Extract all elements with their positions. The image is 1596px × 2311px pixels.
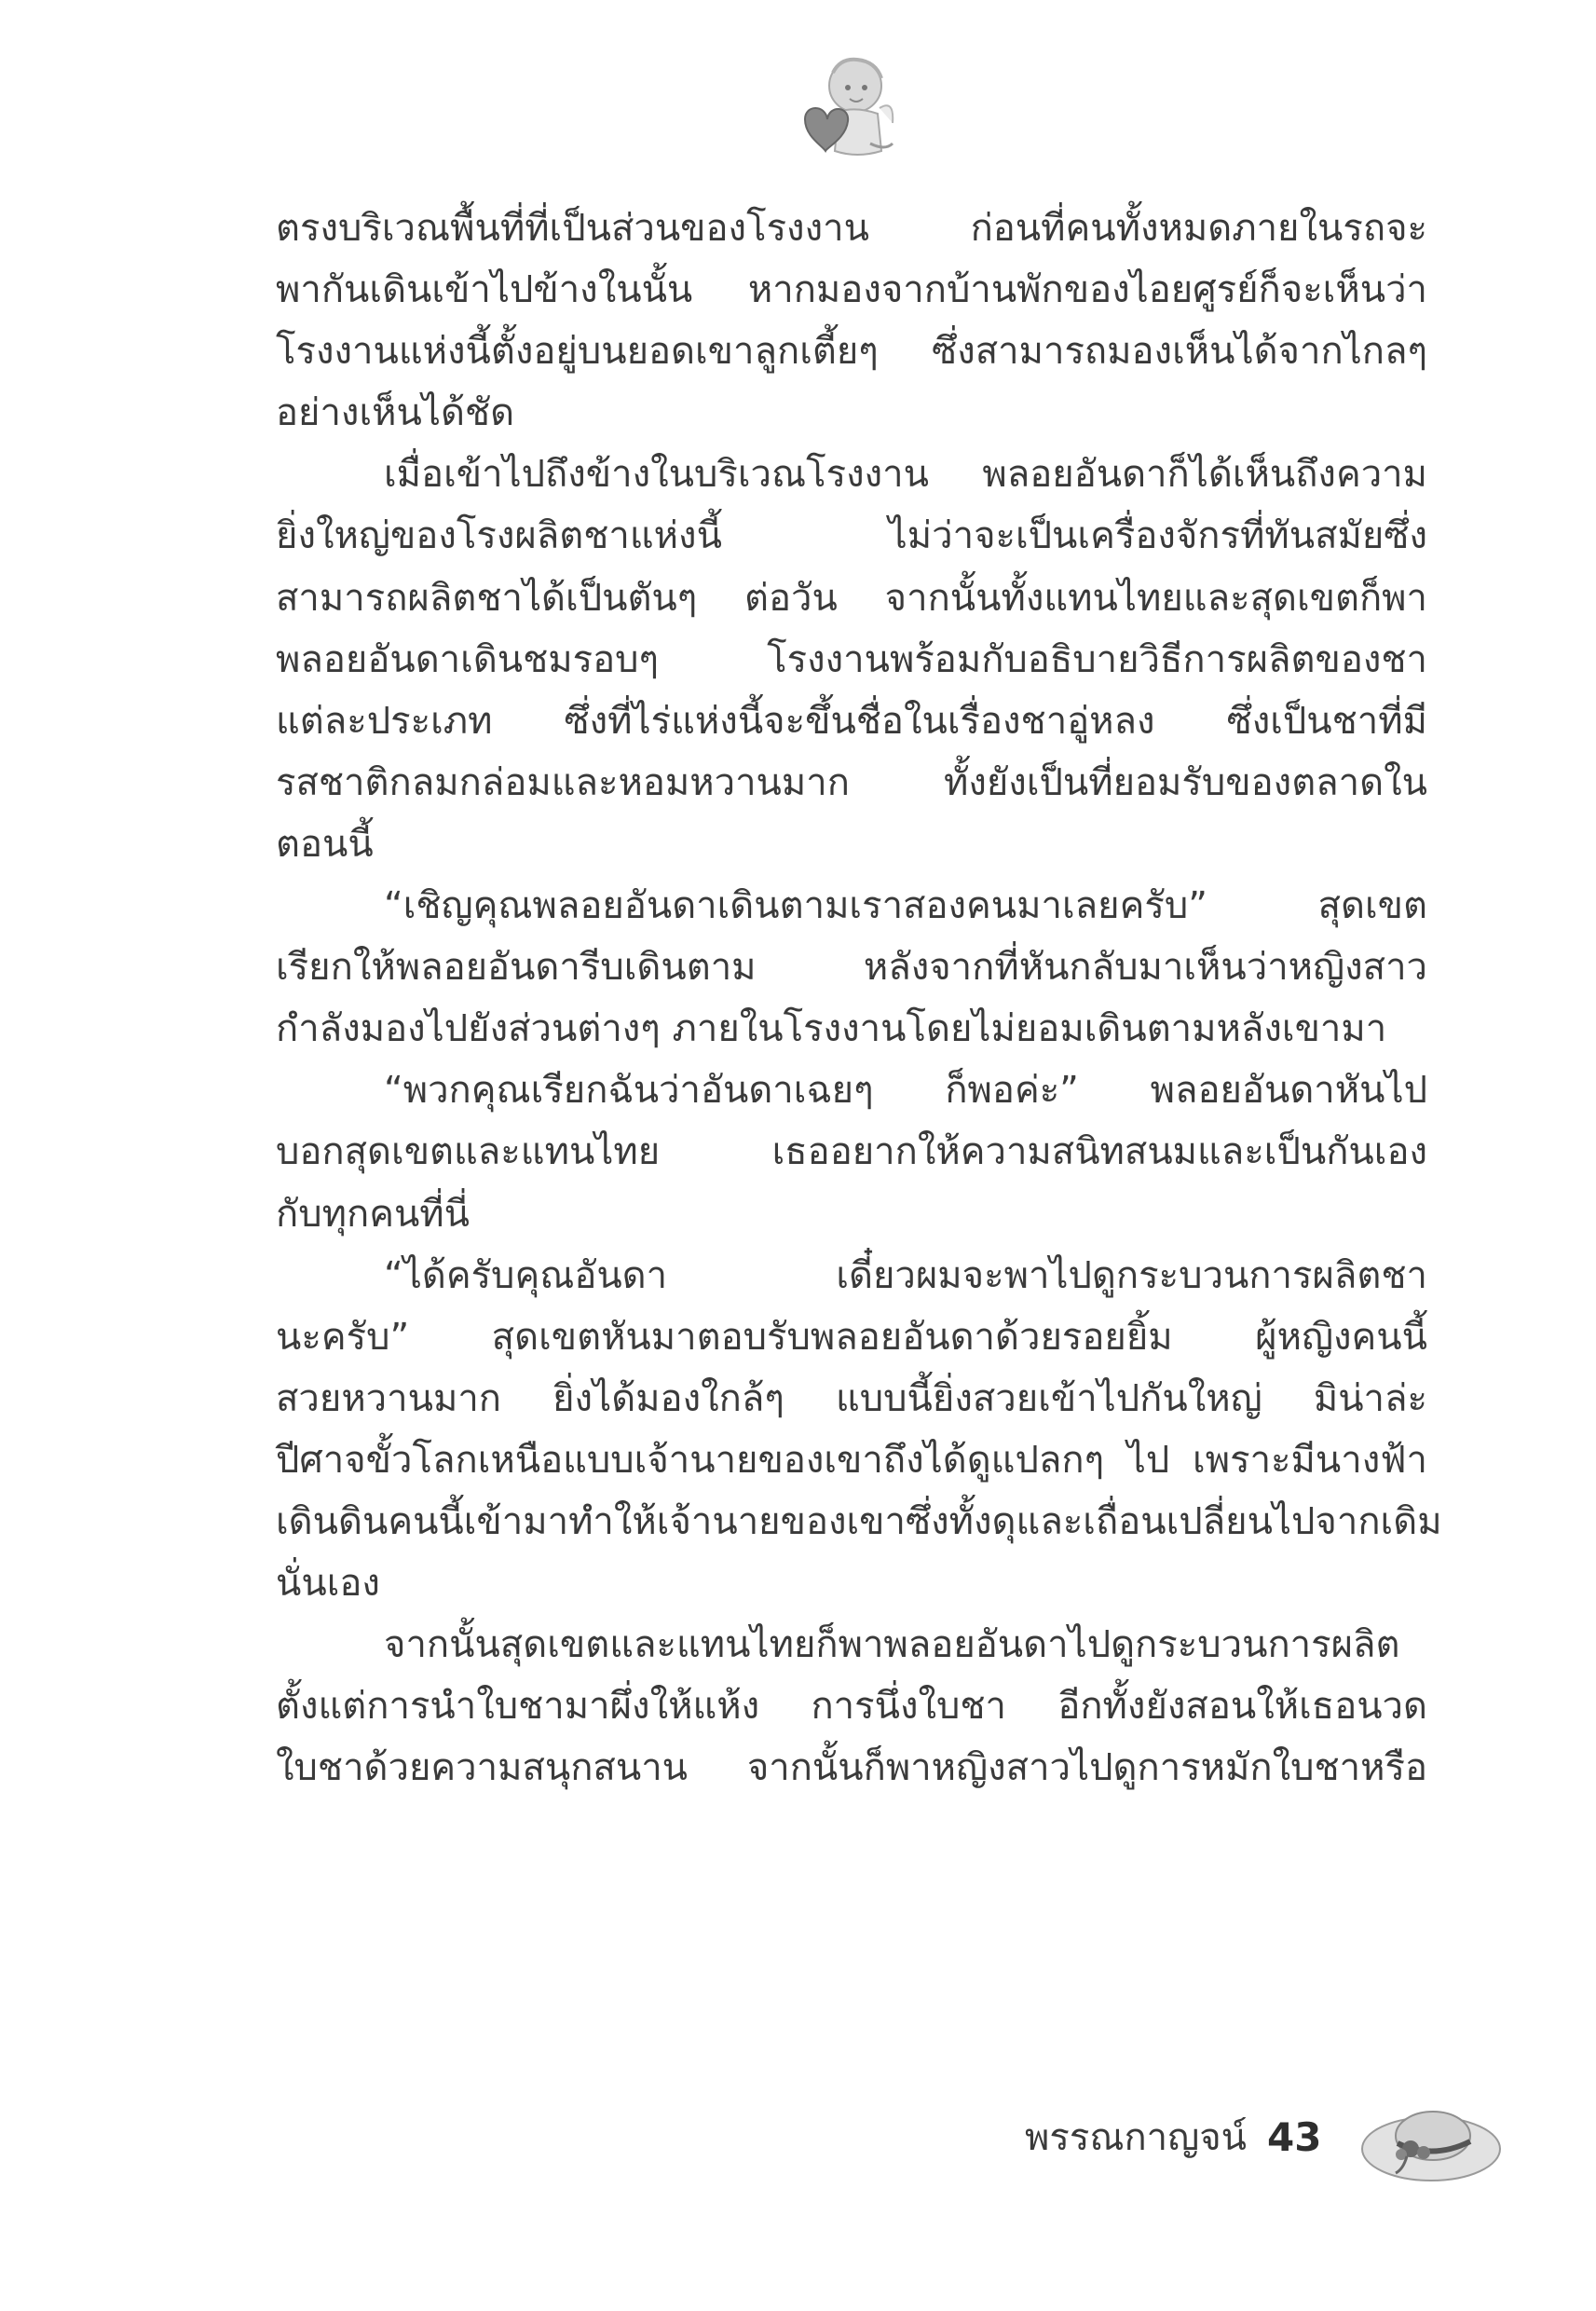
- text-line: นั่นเอง: [276, 1562, 380, 1606]
- text-line: ใบชาด้วยความสนุกสนาน จากนั้นก็พาหญิงสาวไปดูการหมักใบชาหรือ: [276, 1746, 1427, 1790]
- hat-icon: [1355, 2087, 1504, 2190]
- text-line: เมื่อเข้าไปถึงข้างในบริเวณโรงงาน พลอยอันดาก็ได้เห็นถึงความ: [384, 453, 1427, 497]
- text-line: “ได้ครับคุณอันดา เดี๋ยวผมจะพาไปดูกระบวนการผลิตชา: [384, 1253, 1427, 1297]
- page-footer: [1025, 2104, 1321, 2169]
- text-line: อย่างเห็นได้ชัด: [276, 391, 515, 435]
- text-line: สามารถผลิตชาได้เป็นตันๆ ต่อวัน จากนั้นทั้งแทนไทยและสุดเขตก็พา: [276, 576, 1427, 620]
- text-line: ตอนนี้: [276, 822, 374, 866]
- text-line: รสชาติกลมกล่อมและหอมหวานมาก ทั้งยังเป็นที่ยอมรับของตลาดใน: [276, 760, 1427, 804]
- text-line: ปีศาจขั้วโลกเหนือแบบเจ้านายของเขาถึงได้ดูแปลกๆ ไป เพราะมีนางฟ้า: [276, 1438, 1427, 1482]
- text-line: เดินดินคนนี้เข้ามาทำให้เจ้านายของเขาซึ่งทั้งดุและเถื่อนเปลี่ยนไปจากเดิม: [276, 1499, 1442, 1543]
- text-line: “พวกคุณเรียกฉันว่าอันดาเฉยๆ ก็พอค่ะ” พลอยอันดาหันไป: [384, 1069, 1427, 1113]
- text-line: ตรงบริเวณพื้นที่ที่เป็นส่วนของโรงงาน ก่อนที่คนทั้งหมดภายในรถจะ: [276, 207, 1427, 250]
- text-line: ยิ่งใหญ่ของโรงผลิตชาแห่งนี้ ไม่ว่าจะเป็นเครื่องจักรที่ทันสมัยซึ่ง: [276, 514, 1427, 558]
- text-line: ตั้งแต่การนำใบชามาผึ่งให้แห้ง การนึ่งใบชา อีกทั้งยังสอนให้เธอนวด: [276, 1685, 1427, 1729]
- text-line: กำลังมองไปยังส่วนต่างๆ ภายในโรงงานโดยไม่ยอมเดินตามหลังเขามา: [276, 1007, 1387, 1051]
- page-number: 43: [1267, 2113, 1322, 2160]
- text-line: นะครับ” สุดเขตหันมาตอบรับพลอยอันดาด้วยรอยยิ้ม ผู้หญิงคนนี้: [276, 1315, 1427, 1359]
- cherub-with-heart-icon: [792, 54, 896, 164]
- text-line: บอกสุดเขตและแทนไทย เธออยากให้ความสนิทสนมและเป็นกันเอง: [276, 1130, 1427, 1174]
- text-line: “เชิญคุณพลอยอันดาเดินตามเราสองคนมาเลยครับ” สุดเขต: [384, 884, 1427, 928]
- text-line: โรงงานแห่งนี้ตั้งอยู่บนยอดเขาลูกเตี้ยๆ ซึ่งสามารถมองเห็นได้จากไกลๆ: [276, 330, 1427, 374]
- text-line: สวยหวานมาก ยิ่งได้มองใกล้ๆ แบบนี้ยิ่งสวยเข้าไปกันใหญ่ มิน่าล่ะ: [276, 1376, 1427, 1420]
- text-line: พลอยอันดาเดินชมรอบๆ โรงงานพร้อมกับอธิบายวิธีการผลิตของชา: [276, 637, 1427, 681]
- body-text: [276, 198, 1442, 1798]
- text-line: แต่ละประเภท ซึ่งที่ไร่แห่งนี้จะขึ้นชื่อในเรื่องชาอู่หลง ซึ่งเป็นชาที่มี: [276, 699, 1427, 743]
- text-line: พากันเดินเข้าไปข้างในนั้น หากมองจากบ้านพักของไอยศูรย์ก็จะเห็นว่า: [276, 268, 1427, 312]
- text-line: กับทุกคนที่นี่: [276, 1192, 471, 1236]
- running-footer-title: พรรณกาญจน์: [1025, 2116, 1247, 2159]
- text-line: เรียกให้พลอยอันดารีบเดินตาม หลังจากที่หันกลับมาเห็นว่าหญิงสาว: [276, 946, 1427, 990]
- text-line: จากนั้นสุดเขตและแทนไทยก็พาพลอยอันดาไปดูกระบวนการผลิต: [384, 1623, 1400, 1667]
